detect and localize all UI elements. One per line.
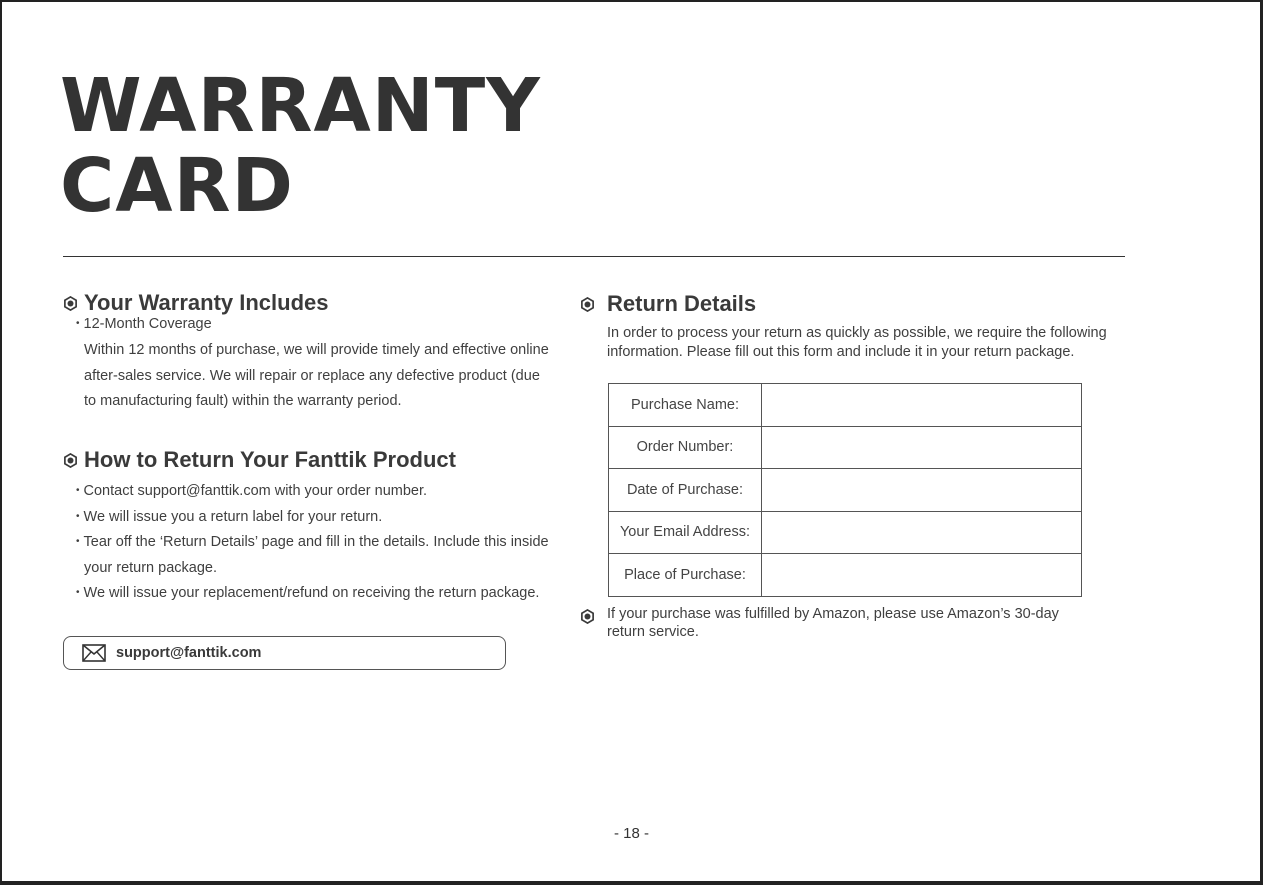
page-number: - 18 -	[613, 825, 649, 842]
return-details-heading-text: Return Details	[607, 291, 757, 316]
table-row	[609, 511, 1082, 554]
form-field-email-address[interactable]	[762, 511, 1082, 554]
hex-bullet-icon	[63, 296, 78, 311]
page-title	[60, 63, 541, 229]
form-field-order-number[interactable]	[762, 426, 1082, 469]
how-to-return-heading	[63, 447, 456, 473]
warranty-line: after-sales service. We will repair or replace any defective product (due	[84, 368, 540, 384]
form-label-order-number: Order Number:	[609, 426, 762, 469]
form-label-place-of-purchase: Place of Purchase:	[609, 554, 762, 597]
amazon-note-line: If your purchase was fulfilled by Amazon, please use Amazon’s 30-day	[607, 606, 1059, 622]
return-step: • Contact support@fanttik.com with your order number.	[76, 483, 427, 499]
hex-bullet-icon	[63, 453, 78, 468]
return-intro-line: information. Please fill out this form and include it in your return package.	[607, 344, 1075, 360]
title-divider	[63, 256, 1125, 257]
form-field-purchase-name[interactable]	[762, 384, 1082, 427]
form-label-purchase-name: Purchase Name:	[609, 384, 762, 427]
return-step: • Tear off the ‘Return Details’ page and fill in the details. Include this inside	[76, 534, 549, 550]
support-email-box[interactable]	[63, 636, 506, 670]
title-line-2: CARD	[60, 143, 294, 229]
how-to-return-heading-text: How to Return Your Fanttik Product	[84, 447, 456, 472]
amazon-note-line: return service.	[607, 624, 699, 640]
warranty-bullet: • 12-Month Coverage	[76, 316, 212, 332]
support-email-link[interactable]: support@fanttik.com	[116, 645, 262, 661]
warranty-line: to manufacturing fault) within the warranty period.	[84, 393, 402, 409]
return-step: • We will issue you a return label for your return.	[76, 509, 382, 525]
return-step: • We will issue your replacement/refund on receiving the return package.	[76, 585, 539, 601]
mail-icon	[82, 644, 106, 662]
hex-bullet-icon	[580, 297, 595, 312]
warranty-heading-text: Your Warranty Includes	[84, 290, 329, 315]
form-field-date-of-purchase[interactable]	[762, 469, 1082, 512]
return-step-continued: your return package.	[84, 560, 217, 576]
table-row	[609, 554, 1082, 597]
form-field-place-of-purchase[interactable]	[762, 554, 1082, 597]
table-row	[609, 384, 1082, 427]
table-row	[609, 426, 1082, 469]
return-details-heading	[580, 291, 756, 317]
table-row	[609, 469, 1082, 512]
return-intro-line: In order to process your return as quickly as possible, we require the following	[607, 325, 1107, 341]
form-label-date-of-purchase: Date of Purchase:	[609, 469, 762, 512]
hex-bullet-icon	[580, 609, 595, 624]
form-label-email-address: Your Email Address:	[609, 511, 762, 554]
warranty-heading	[63, 290, 329, 316]
return-form-table	[608, 383, 1082, 597]
title-line-1: WARRANTY	[60, 63, 541, 149]
warranty-line: Within 12 months of purchase, we will provide timely and effective online	[84, 342, 549, 358]
